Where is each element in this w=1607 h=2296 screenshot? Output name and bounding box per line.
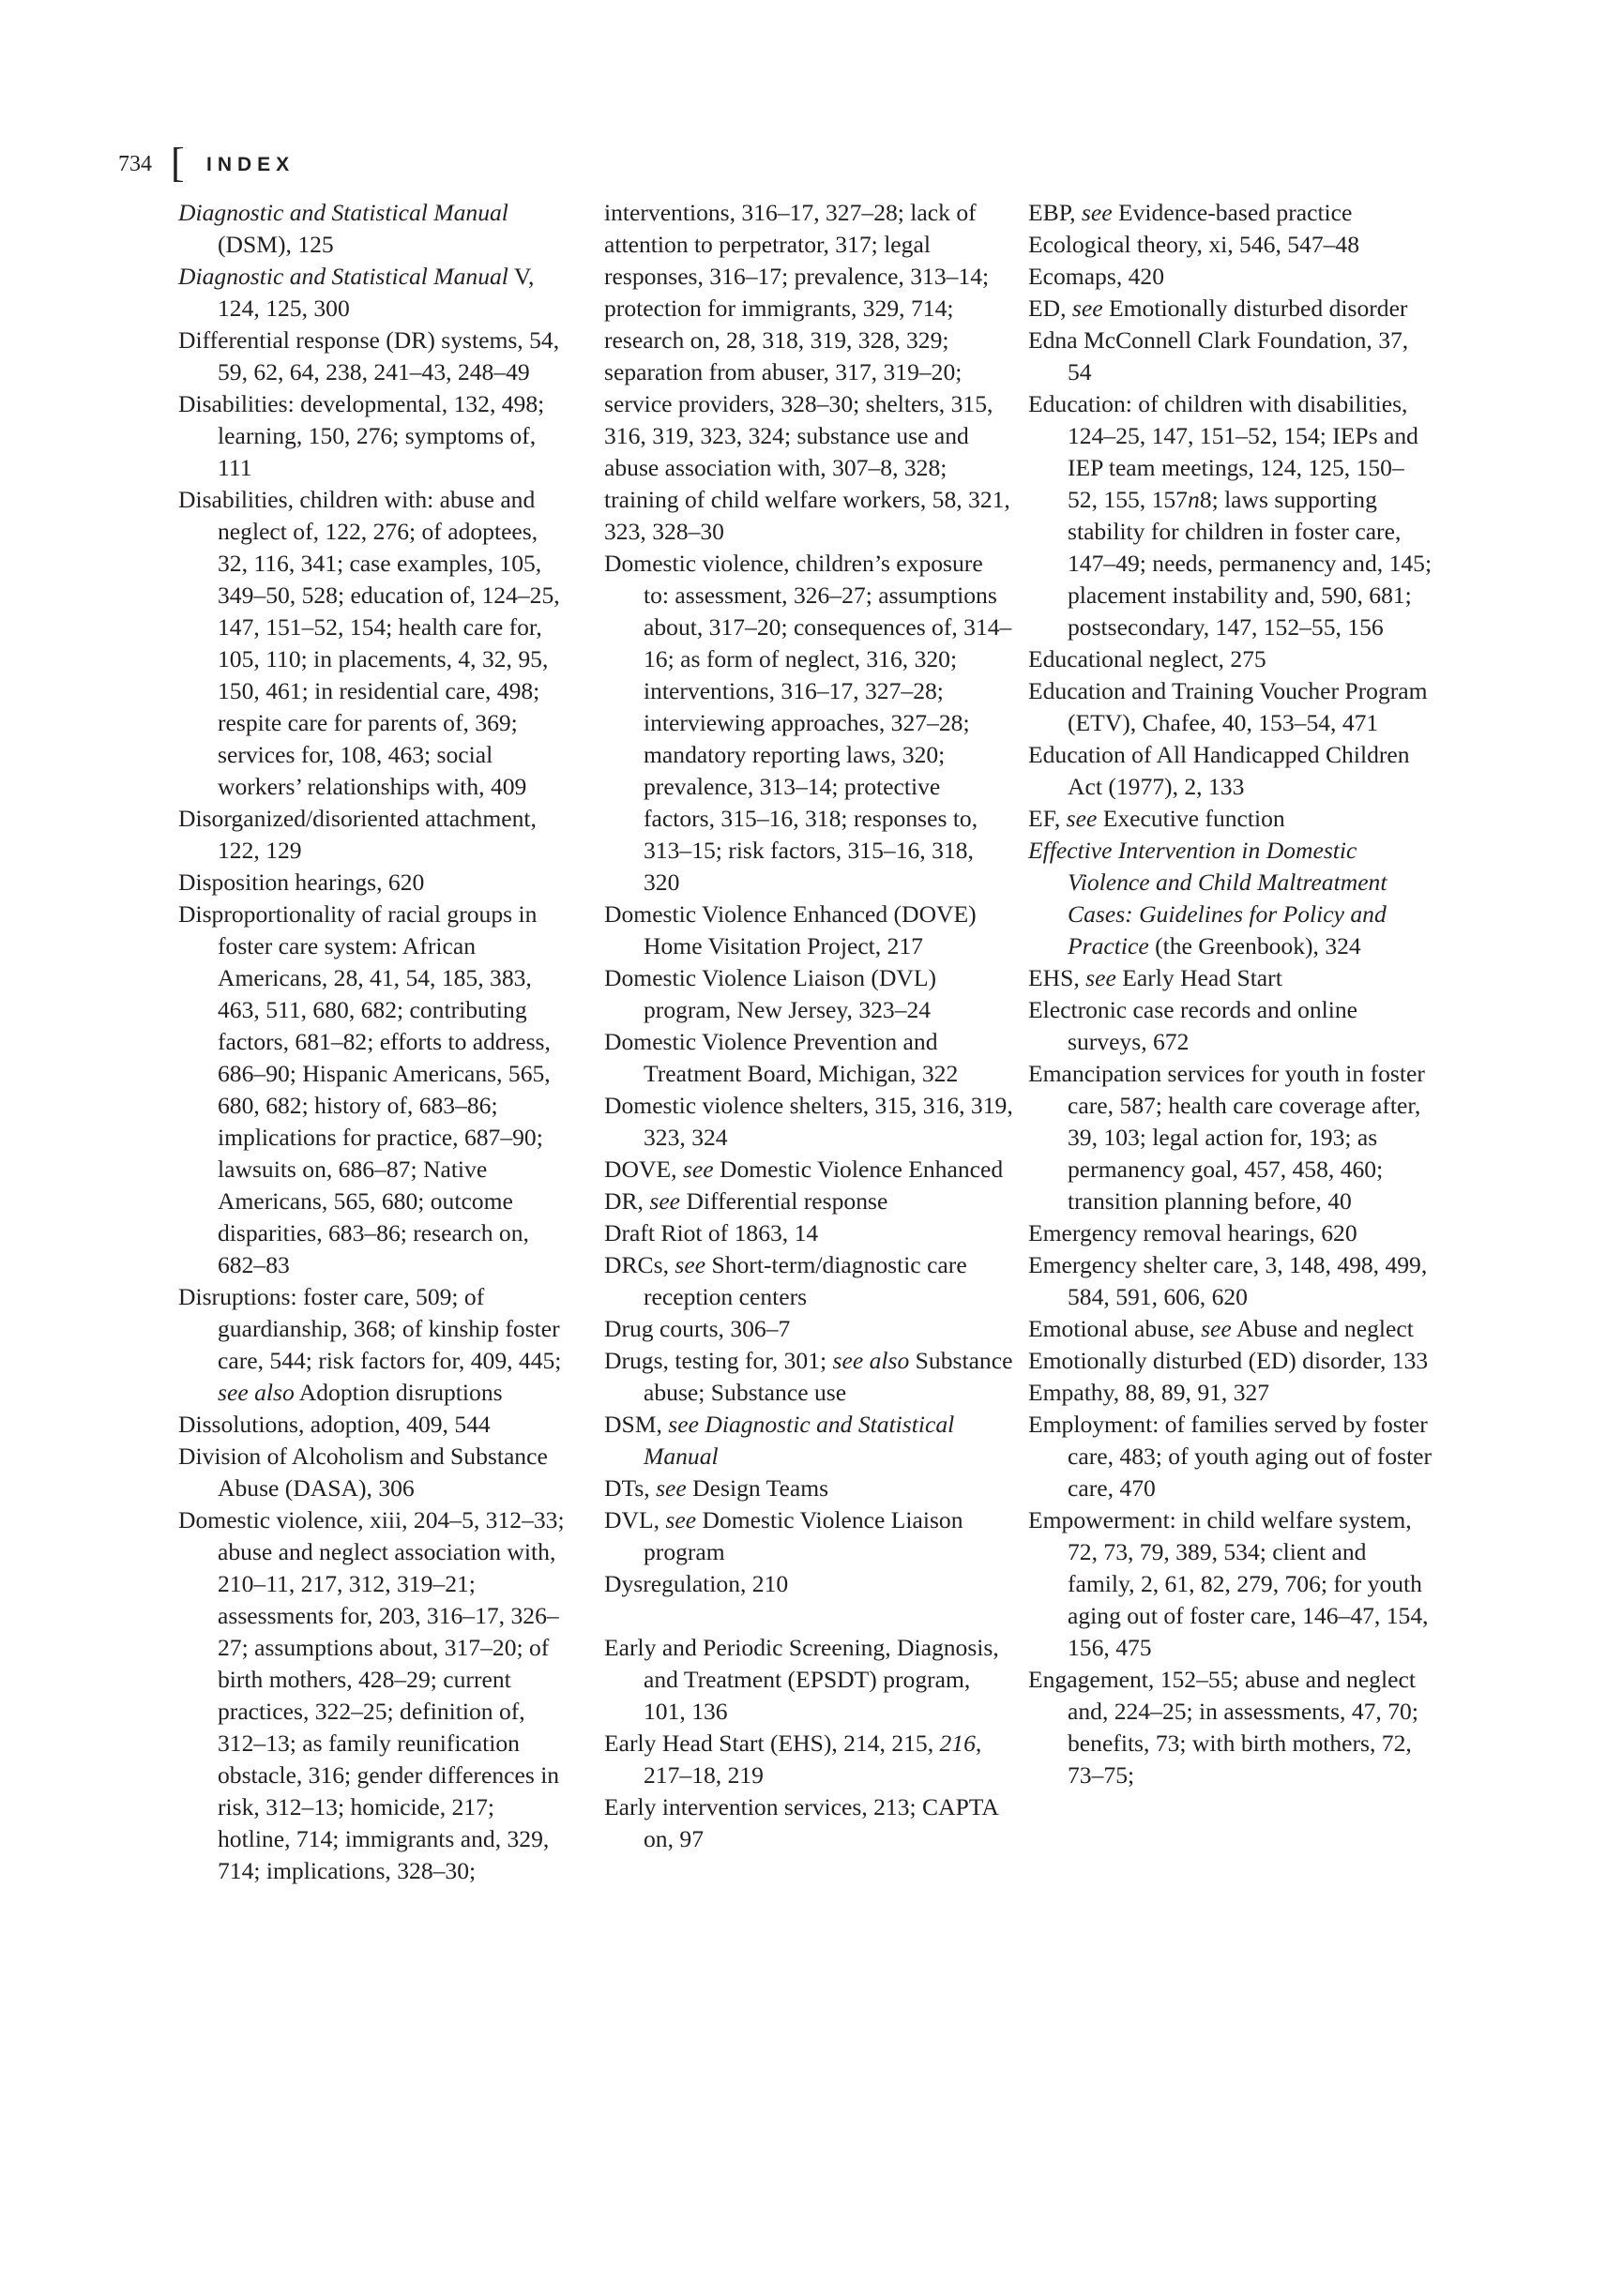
index-entry-text: Disposition hearings, 620	[178, 869, 425, 896]
index-entry-text: ED,	[1028, 295, 1072, 322]
index-entry-text: Executive function	[1097, 805, 1285, 832]
index-entry-text: Ecological theory, xi, 546, 547–48	[1028, 231, 1360, 258]
index-entry-text: DVL,	[604, 1506, 666, 1533]
index-entry-text: Design Teams	[686, 1474, 829, 1502]
index-entry-text: see	[1066, 805, 1098, 832]
index-entry-text: Dissolutions, adoption, 409, 544	[178, 1411, 491, 1438]
index-entry-text: Employment: of families served by foster care, 483; of youth aging out of foster care, 470	[1028, 1411, 1433, 1502]
index-entry	[604, 197, 1013, 548]
index-entry-text: Early Head Start	[1115, 964, 1282, 991]
index-entry	[1028, 1345, 1433, 1377]
index-entry	[1028, 835, 1433, 962]
index-column-1	[178, 197, 572, 1887]
index-entry-text: Early Head Start (EHS), 214, 215,	[604, 1730, 940, 1757]
index-entry	[604, 1154, 1013, 1186]
index-entry-text: interventions, 316–17, 327–28; lack of attention to perpetrator, 317; legal responses, 316–17; prevalence, 313–14; protection for immigrants, 329, 714; research on, 28, 318, 319, 328, 329; separation from abuser, 317, 319–20; service providers, 328–30; shelters, 315, 316, 319, 323, 324; substance use and abuse association with, 307–8, 328; training of child welfare workers, 58, 321, 323, 328–30	[604, 199, 1010, 545]
index-entry	[1028, 739, 1433, 803]
index-entry-text: Engagement, 152–55; abuse and neglect and, 224–25; in assessments, 47, 70; benefits, 73; with birth mothers, 72, 73–75;	[1028, 1666, 1418, 1789]
index-entry-text: DR,	[604, 1187, 650, 1215]
index-entry-text: Domestic violence, children’s exposure to: assessment, 326–27; assumptions about, 317–20; consequences of, 314–16; as form of neglect, 316, 320; interventions, 316–17, 327–28; interviewing approaches, 327–28; mandatory reporting laws, 320; prevalence, 313–14; protective factors, 315–16, 318; responses to, 313–15; risk factors, 315–16, 318, 320	[604, 550, 1012, 896]
index-entry	[1028, 962, 1433, 994]
index-entry	[178, 325, 572, 388]
index-entry	[604, 1632, 1013, 1728]
index-entry	[1028, 994, 1433, 1058]
index-entry	[604, 1728, 1013, 1791]
index-entry	[1028, 1249, 1433, 1313]
index-entry	[178, 803, 572, 867]
index-entry	[178, 261, 572, 325]
index-entry	[604, 1791, 1013, 1855]
index-entry-text: see	[1085, 964, 1116, 991]
index-entry-text: Disruptions: foster care, 509; of guardianship, 368; of kinship foster care, 544; risk factors for, 409, 445;	[178, 1283, 562, 1374]
index-entry-text: Domestic Violence Enhanced	[713, 1156, 1004, 1183]
index-entry-text: Ecomaps, 420	[1028, 263, 1165, 290]
index-entry	[604, 1313, 1013, 1345]
index-entry-text: Disproportionality of racial groups in foster care system: African Americans, 28, 41, 54, 185, 383, 463, 511, 680, 682; contributing factors, 681–82; efforts to address, 686–90; Hispanic Americans, 565, 680, 682; history of, 683–86; implications for practice, 687–90; lawsuits on, 686–87; Native Americans, 565, 680; outcome disparities, 683–86; research on, 682–83	[178, 900, 551, 1278]
index-entry-text: see also	[218, 1379, 295, 1406]
index-entry-text: DOVE,	[604, 1156, 683, 1183]
index-entry	[1028, 1058, 1433, 1217]
index-entry-text: see	[675, 1251, 706, 1278]
index-entry	[604, 1504, 1013, 1568]
index-entry-text: Emergency removal hearings, 620	[1028, 1219, 1357, 1246]
index-column-3	[1028, 197, 1433, 1791]
index-entry-text: n	[1187, 486, 1200, 513]
index-entry-text: DRCs,	[604, 1251, 675, 1278]
index-entry	[604, 1345, 1013, 1409]
index-entry	[1028, 229, 1433, 261]
index-entry-text: 216	[939, 1730, 976, 1757]
index-entry-text: Education: of children with disabilities, 124–25, 147, 151–52, 154; IEPs and IEP team meetings, 124, 125, 150–52, 155, 157	[1028, 390, 1418, 513]
index-entry-text: Emotional abuse,	[1028, 1315, 1202, 1342]
index-entry-text: Domestic Violence Liaison (DVL) program, New Jersey, 323–24	[604, 964, 937, 1023]
index-entry	[1028, 1313, 1433, 1345]
index-entry-text: Educational neglect, 275	[1028, 645, 1266, 672]
index-entry	[1028, 197, 1433, 229]
index-entry	[1028, 643, 1433, 675]
index-entry-text: Emotionally disturbed disorder	[1102, 295, 1408, 322]
index-entry-text: Early intervention services, 213; CAPTA on, 97	[604, 1793, 998, 1852]
index-entry	[1028, 388, 1433, 643]
index-entry-text: Domestic Violence Liaison program	[644, 1506, 963, 1565]
index-entry-text: Emergency shelter care, 3, 148, 498, 499, 584, 591, 606, 620	[1028, 1251, 1428, 1310]
index-entry-text: Adoption disruptions	[294, 1379, 503, 1406]
index-entry	[1028, 1377, 1433, 1409]
index-entry	[1028, 1409, 1433, 1504]
index-entry	[178, 484, 572, 803]
index-entry-text: Abuse and neglect	[1231, 1315, 1414, 1342]
index-entry	[604, 1217, 1013, 1249]
index-entry	[604, 1026, 1013, 1090]
index-entry-text: , 217–18, 219	[644, 1730, 982, 1789]
index-entry-text: Electronic case records and online surveys, 672	[1028, 996, 1358, 1055]
index-entry	[1028, 1664, 1433, 1791]
index-entry	[604, 1186, 1013, 1217]
index-entry	[604, 1090, 1013, 1154]
index-entry-text: Early and Periodic Screening, Diagnosis, and Treatment (EPSDT) program, 101, 136	[604, 1634, 999, 1725]
index-entry-text: V, 124, 125, 300	[218, 263, 535, 322]
index-entry	[604, 548, 1013, 899]
index-entry	[604, 1568, 1013, 1600]
index-column-2	[604, 197, 1013, 1855]
index-entry-text: see	[1201, 1315, 1232, 1342]
index-entry-text: Division of Alcoholism and Substance Abuse (DASA), 306	[178, 1443, 548, 1502]
index-entry	[178, 1441, 572, 1504]
index-entry	[178, 1409, 572, 1441]
index-entry-text: Drugs, testing for, 301;	[604, 1347, 833, 1374]
index-entry-text: Substance abuse; Substance use	[644, 1347, 1013, 1406]
index-entry-text: see	[665, 1506, 697, 1533]
index-entry	[1028, 803, 1433, 835]
index-entry-text: Domestic Violence Enhanced (DOVE) Home Visitation Project, 217	[604, 900, 977, 959]
index-entry	[1028, 1504, 1433, 1664]
index-entry	[178, 1504, 572, 1887]
index-entry	[1028, 261, 1433, 293]
index-entry	[604, 1473, 1013, 1504]
index-entry-text: (DSM), 125	[218, 231, 334, 258]
index-entry-text: Emancipation services for youth in foster care, 587; health care coverage after, 39, 103; legal action for, 193; as permanency goal, 457, 458, 460; transition planning before, 40	[1028, 1060, 1425, 1215]
section-title: INDEX	[206, 154, 296, 175]
index-entry-text: see Diagnostic and Statistical Manual	[644, 1411, 955, 1470]
index-entry-text: Disorganized/disoriented attachment, 122, 129	[178, 805, 537, 864]
index-entry-text: Education and Training Voucher Program (ETV), Chafee, 40, 153–54, 471	[1028, 677, 1428, 736]
index-entry-text: Education of All Handicapped Children Act (1977), 2, 133	[1028, 741, 1410, 800]
index-entry-text: Empowerment: in child welfare system, 72, 73, 79, 389, 534; client and family, 2, 61, 82, 279, 706; for youth aging out of foster care, 146–47, 154, 156, 475	[1028, 1506, 1429, 1661]
index-entry-text: Differential response	[680, 1187, 888, 1215]
index-entry-text: see	[649, 1187, 681, 1215]
index-entry-text: DTs,	[604, 1474, 657, 1502]
index-entry	[1028, 293, 1433, 325]
index-entry	[604, 1409, 1013, 1473]
index-entry	[178, 899, 572, 1281]
index-entry	[1028, 325, 1433, 388]
index-entry-text: see	[682, 1156, 714, 1183]
index-entry-text: see	[656, 1474, 687, 1502]
index-entry	[178, 388, 572, 484]
index-entry-text: see	[1081, 199, 1113, 226]
index-entry-text: Drug courts, 306–7	[604, 1315, 791, 1342]
index-entry-text: Draft Riot of 1863, 14	[604, 1219, 819, 1246]
index-entry-text: Disabilities, children with: abuse and neglect of, 122, 276; of adoptees, 32, 116, 341; case examples, 105, 349–50, 528; education of, 124–25, 147, 151–52, 154; health care for, 105, 110; in placements, 4, 32, 95, 150, 461; in residential care, 498; respite care for parents of, 369; services for, 108, 463; social workers’ relationships with, 409	[178, 486, 560, 800]
index-entry-text: Disabilities: developmental, 132, 498; learning, 150, 276; symptoms of, 111	[178, 390, 545, 481]
index-entry-text: Effective Intervention in Domestic Violence and Child Maltreatment Cases: Guidelines for Policy and Practice	[1028, 837, 1387, 959]
index-entry-text: Short-term/diagnostic care reception centers	[644, 1251, 967, 1310]
index-entry-text: (the Greenbook), 324	[1148, 932, 1361, 959]
index-entry	[178, 197, 572, 261]
index-entry-text: EHS,	[1028, 964, 1086, 991]
index-entry-text: Domestic violence, xiii, 204–5, 312–33; abuse and neglect association with, 210–11, 217, 312, 319–21; assessments for, 203, 316–17, 326–27; assumptions about, 317–20; of birth mothers, 428–29; current practices, 322–25; definition of, 312–13; as family reunification obstacle, 316; gender differences in risk, 312–13; homicide, 217; hotline, 714; immigrants and, 329, 714; implications, 328–30;	[178, 1506, 565, 1884]
index-entry-text: Evidence-based practice	[1112, 199, 1353, 226]
index-entry-text: EBP,	[1028, 199, 1082, 226]
index-entry	[1028, 1217, 1433, 1249]
index-entry-text: DSM,	[604, 1411, 669, 1438]
index-entry	[604, 899, 1013, 962]
index-entry-text: Diagnostic and Statistical Manual	[178, 199, 508, 226]
index-entry-text: Edna McConnell Clark Foundation, 37, 54	[1028, 326, 1409, 385]
index-entry-text: EF,	[1028, 805, 1067, 832]
header-bracket: [	[171, 140, 185, 186]
index-entry	[178, 867, 572, 899]
index-entry	[604, 1249, 1013, 1313]
index-entry-text: see	[1071, 295, 1103, 322]
index-entry	[178, 1281, 572, 1409]
index-entry-text: Empathy, 88, 89, 91, 327	[1028, 1379, 1270, 1406]
index-entry-text: Diagnostic and Statistical Manual	[178, 263, 508, 290]
index-entry-text: 8; laws supporting stability for children in foster care, 147–49; needs, permanency and, 145; placement instability and, 590, 681; postsecondary, 147, 152–55, 156	[1068, 486, 1433, 641]
index-entry	[1028, 675, 1433, 739]
index-entry-text: Domestic violence shelters, 315, 316, 319, 323, 324	[604, 1092, 1013, 1151]
index-entry-text: Domestic Violence Prevention and Treatment Board, Michigan, 322	[604, 1028, 959, 1087]
index-entry-text: Emotionally disturbed (ED) disorder, 133	[1028, 1347, 1429, 1374]
index-entry	[604, 962, 1013, 1026]
index-entry-text: Differential response (DR) systems, 54, 59, 62, 64, 238, 241–43, 248–49	[178, 326, 560, 385]
page-number: 734	[118, 152, 152, 176]
index-entry-text: see also	[832, 1347, 910, 1374]
index-entry-text: Dysregulation, 210	[604, 1570, 789, 1597]
